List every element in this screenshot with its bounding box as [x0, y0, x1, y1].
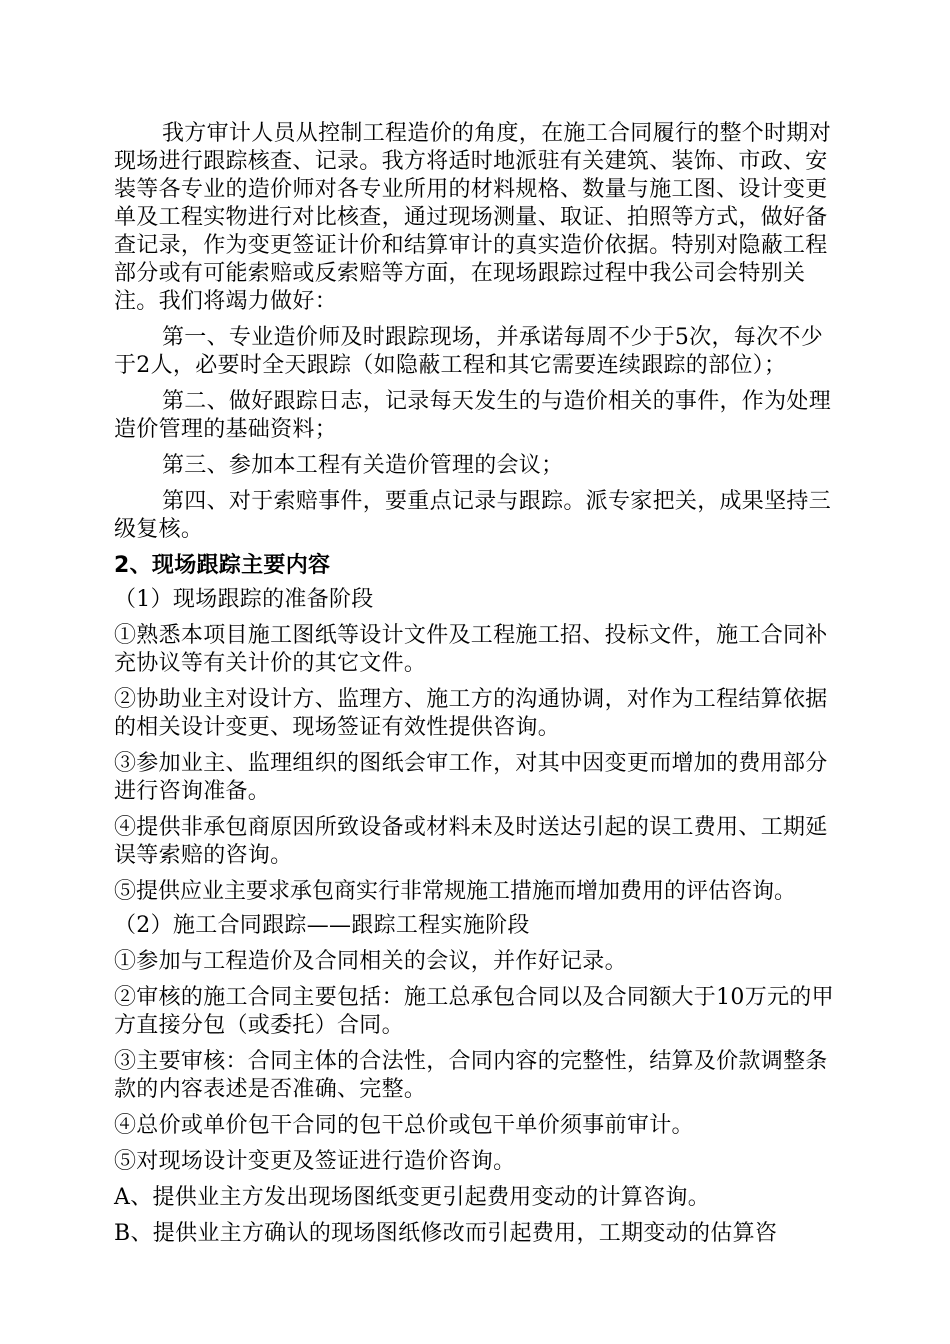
intro-paragraph: 我方审计人员从控制工程造价的角度，在施工合同履行的整个时期对现场进行跟踪核查、记录。我方将适时地派驻有关建筑、装饰、市政、安装等各专业的造价师对各专业所用的材料规格、数量与施工图、设计变更单及工程实物进行对比核查，通过现场测量、取证、拍照等方式，做好备查记录，作为变更签证计价和结算审计的真实造价依据。特别对隐蔽工程部分或有可能索赔或反索赔等方面，在现场跟踪过程中我公司会特别关注。我们将竭力做好： [114, 121, 832, 314]
stage2-item-1: ①参加与工程造价及合同相关的会议，并作好记录。 [114, 949, 627, 974]
stage2-item-2: ②审核的施工合同主要包括：施工总承包合同以及合同额大于10万元的甲方直接分包（或委托）合同。 [114, 985, 834, 1038]
sub-item-b: B、提供业主方确认的现场图纸修改而引起费用，工期变动的估算咨 [114, 1221, 778, 1246]
document-body [114, 120, 838, 1248]
stage2-item-5: ⑤对现场设计变更及签证进行造价咨询。 [114, 1149, 516, 1174]
point-3: 第三、参加本工程有关造价管理的会议； [162, 453, 564, 478]
point-2: 第二、做好跟踪日志，记录每天发生的与造价相关的事件，作为处理造价管理的基础资料； [114, 389, 832, 442]
point-4: 第四、对于索赔事件，要重点记录与跟踪。派专家把关，成果坚持三级复核。 [114, 489, 832, 542]
stage1-item-4: ④提供非承包商原因所致设备或材料未及时送达引起的误工费用、工期延误等索赔的咨询。 [114, 815, 828, 868]
stage1-item-1: ①熟悉本项目施工图纸等设计文件及工程施工招、投标文件，施工合同补充协议等有关计价的其它文件。 [114, 623, 828, 676]
stage2-item-3: ③主要审核：合同主体的合法性，合同内容的完整性，结算及价款调整条款的内容表述是否准确、完整。 [114, 1049, 828, 1102]
stage1-title: （1）现场跟踪的准备阶段 [114, 587, 374, 612]
stage1-item-5: ⑤提供应业主要求承包商实行非常规施工措施而增加费用的评估咨询。 [114, 879, 797, 904]
point-1: 第一、专业造价师及时跟踪现场，并承诺每周不少于5次，每次不少于2人，必要时全天跟踪（如隐蔽工程和其它需要连续跟踪的部位）； [114, 325, 823, 378]
section-heading: 2、现场跟踪主要内容 [114, 553, 331, 578]
stage2-title: （2）施工合同跟踪——跟踪工程实施阶段 [114, 913, 530, 938]
stage1-item-2: ②协助业主对设计方、监理方、施工方的沟通协调，对作为工程结算依据的相关设计变更、现场签证有效性提供咨询。 [114, 687, 828, 740]
sub-item-a: A、提供业主方发出现场图纸变更引起费用变动的计算咨询。 [114, 1185, 710, 1210]
stage1-item-3: ③参加业主、监理组织的图纸会审工作，对其中因变更而增加的费用部分进行咨询准备。 [114, 751, 828, 804]
stage2-item-4: ④总价或单价包干合同的包干总价或包干单价须事前审计。 [114, 1113, 694, 1138]
